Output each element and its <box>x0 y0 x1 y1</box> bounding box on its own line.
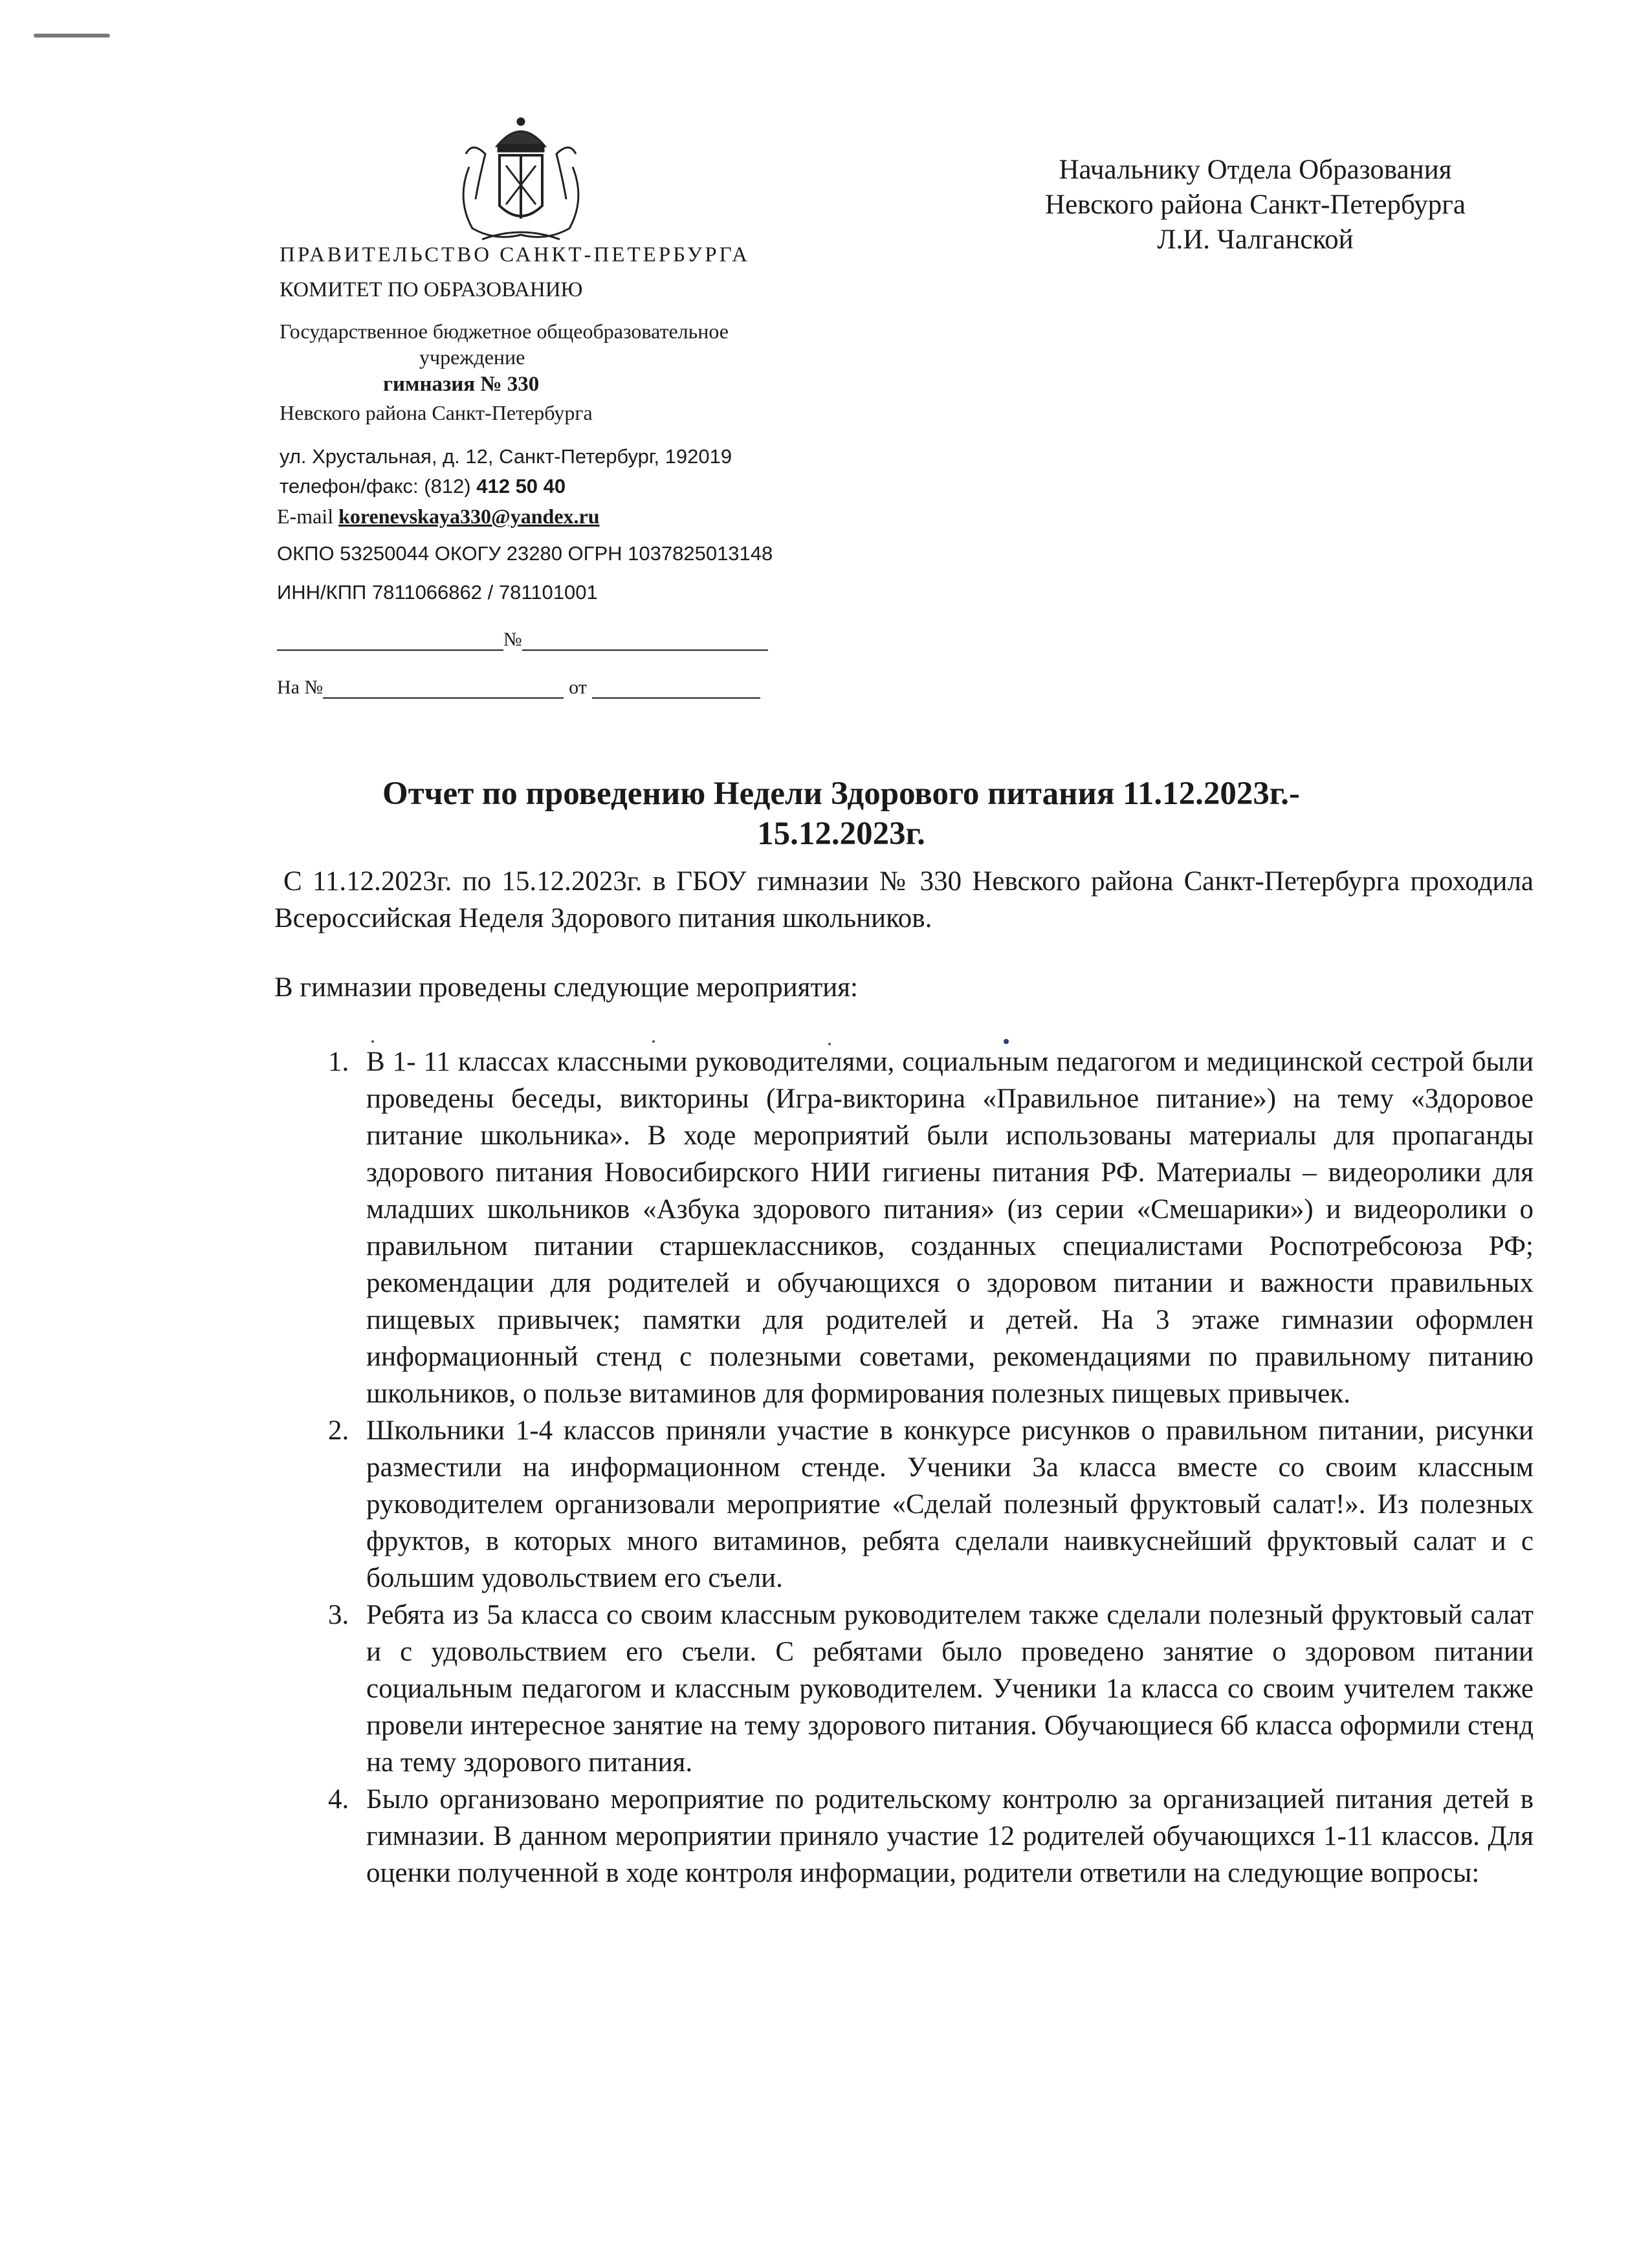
email-label: E-mail <box>277 505 339 528</box>
institution-type-line2: учреждение <box>419 345 525 369</box>
activities-lead: В гимназии проведены следующие мероприятия: <box>274 972 858 1003</box>
list-item: 4. Было организовано мероприятие по родительскому контролю за организацией питания детей в гимназии. В данном мероприятии приняло участие 12 родителей обучающихся 1-11 классов. Для оценки полученной в ходе контроля информации, родители ответили на следующие вопросы: <box>356 1781 1534 1892</box>
number-symbol: № <box>503 629 522 650</box>
phone-line <box>280 475 566 498</box>
reply-date-blank <box>592 678 760 699</box>
addressee-line2: Невского района Санкт-Петербурга <box>1045 190 1466 220</box>
addressee-line3: Л.И. Чалганской <box>1157 224 1354 255</box>
report-title <box>214 774 1469 854</box>
inn-kpp: ИНН/КПП 7811066862 / 781101001 <box>277 581 598 604</box>
reply-from-label: от <box>569 677 587 698</box>
scan-edge-mark <box>34 34 110 38</box>
report-body <box>274 863 1534 1892</box>
date-blank <box>277 630 503 651</box>
email-link[interactable]: korenevskaya330@yandex.ru <box>338 505 600 528</box>
reply-reference-line <box>277 677 760 699</box>
report-title-line1: Отчет по проведению Недели Здорового питания 11.12.2023г.- <box>382 776 1301 812</box>
registry-codes: ОКПО 53250044 ОКОГУ 23280 ОГРН 1037825013148 <box>277 542 773 565</box>
list-item: 1. В 1- 11 классах классными руководителями, социальным педагогом и медицинской сестрой были проведены беседы, викторины (Игра-викторина «Правильное питание») на тему «Здоровое питание школьника». В ходе мероприятий были использованы материалы для пропаганды здорового питания Новосибирского НИИ гигиены питания РФ. Материалы – видеоролики для младших школьников «Азбука здорового питания» (из серии «Смешарики») и видеоролики о правильном питании старшеклассников, созданных специалистами Роспотребсоюза РФ; рекомендации для родителей и обучающихся о здоровом питании и важности правильных пищевых привычек; памятки для родителей и детей. На 3 этаже гимназии оформлен информационный стенд с полезными советами, рекомендациями по правильному питанию школьников, о пользе витаминов для формирования полезных пищевых привычек. <box>356 1043 1534 1412</box>
report-title-line2: 15.12.2023г. <box>757 816 925 852</box>
intro-paragraph: С 11.12.2023г. по 15.12.2023г. в ГБОУ гимназии № 330 Невского района Санкт-Петербурга проходила Всероссийская Неделя Здорового питания школьников. <box>274 866 1534 933</box>
reply-to-label: На № <box>277 677 324 698</box>
gymnasium-name: гимназия № 330 <box>383 373 540 396</box>
district-name: Невского района Санкт-Петербурга <box>280 401 593 424</box>
committee-name: КОМИТЕТ ПО ОБРАЗОВАНИЮ <box>280 278 583 301</box>
outgoing-number-line <box>277 629 768 651</box>
activities-list <box>274 1043 1534 1892</box>
list-item: 3. Ребята из 5а класса со своим классным руководителем также сделали полезный фруктовый салат и с удовольствием его съели. С ребятами было проведено занятие о здоровом питании социальным педагогом и классным руководителем. Ученики 1а класса со своим учителем также провели интересное занятие на тему здорового питания. Обучающиеся 6б класса оформили стенд на тему здорового питания. <box>356 1597 1534 1781</box>
addressee-block <box>958 153 1553 257</box>
addressee-line1: Начальнику Отдела Образования <box>1059 155 1452 185</box>
postal-address: ул. Хрустальная, д. 12, Санкт-Петербург, 192019 <box>280 445 732 468</box>
phone-label: телефон/факс: (812) <box>280 475 477 497</box>
reply-number-blank <box>323 678 564 699</box>
phone-number: 412 50 40 <box>476 475 566 497</box>
government-name: ПРАВИТЕЛЬСТВО САНКТ-ПЕТЕРБУРГА <box>280 243 750 267</box>
number-blank <box>522 630 768 651</box>
coat-of-arms-icon <box>446 115 595 248</box>
email-line <box>277 505 600 529</box>
list-item: 2. Школьники 1-4 классов приняли участие в конкурсе рисунков о правильном питании, рисунки разместили на информационном стенде. Ученики 3а класса вместе со своим классным руководителем организовали мероприятие «Сделай полезный фруктовый салат!». Из полезных фруктов, в которых много витаминов, ребята сделали наивкуснейший фруктовый салат и с большим удовольствием его съели. <box>356 1412 1534 1597</box>
institution-type-line1: Государственное бюджетное общеобразовательное <box>280 320 729 343</box>
